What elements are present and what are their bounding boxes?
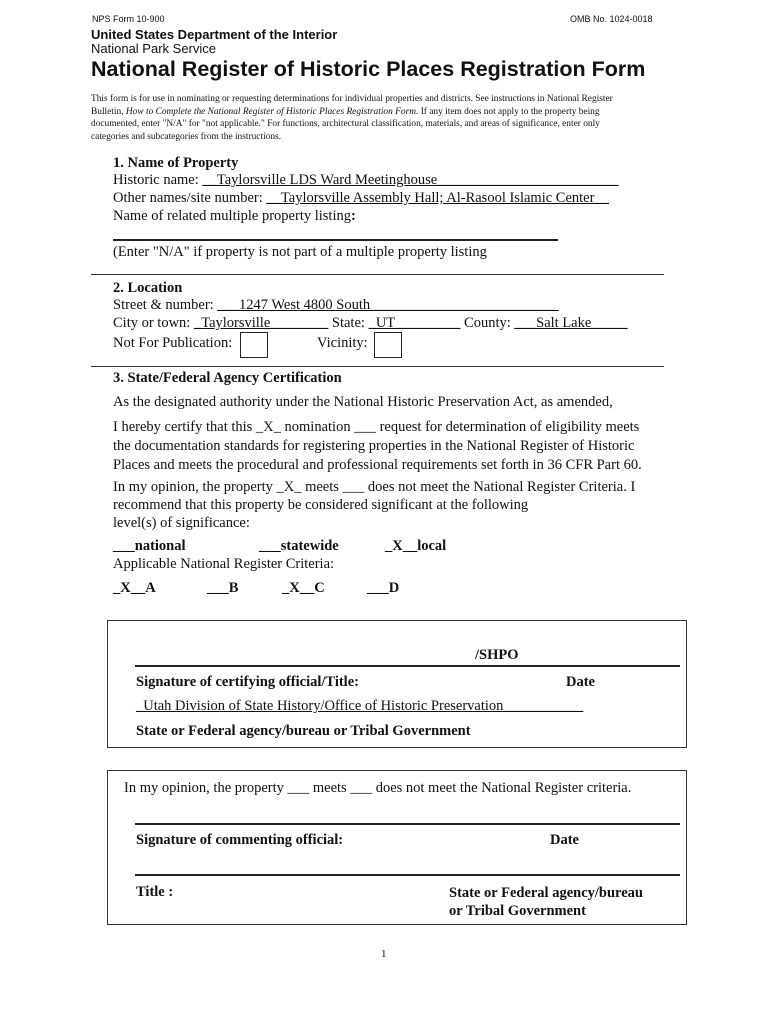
level-national[interactable]: ___national xyxy=(113,538,186,554)
agency-name: National Park Service xyxy=(91,41,216,56)
other-names-label: Other names/site number: xyxy=(113,190,263,206)
commenting-opinion: In my opinion, the property ___ meets ___ does not meet the National Register criteria. xyxy=(124,780,632,796)
not-for-publication-label: Not For Publication: xyxy=(113,335,233,351)
intro-paragraph xyxy=(91,93,613,143)
intro-line-4: categories and subcategories from the instructions. xyxy=(91,131,282,142)
section2-heading: 2. Location xyxy=(113,280,183,296)
street-value[interactable]: ___1247 West 4800 South__________________________ xyxy=(217,297,559,313)
commenting-signature-label: Signature of commenting official: xyxy=(136,832,344,848)
intro-line-3: documented, enter "N/A" for "not applicable." For functions, architectural classification, materials, and areas of significance, enter only xyxy=(91,119,600,130)
intro-line-2 xyxy=(91,106,613,119)
other-names-value[interactable]: __Taylorsville Assembly Hall; Al-Rasool Islamic Center__ xyxy=(266,190,609,206)
certifying-agency-value[interactable]: _Utah Division of State History/Office of Historic Preservation___________ xyxy=(136,698,584,714)
shpo-label: /SHPO xyxy=(475,647,519,663)
level-statewide[interactable]: ___statewide xyxy=(259,538,339,554)
department-name: United States Department of the Interior xyxy=(91,27,338,42)
intro-line-2-post: If any item does not apply to the property being xyxy=(418,106,600,117)
vicinity-checkbox[interactable] xyxy=(374,332,402,358)
certification-statement xyxy=(113,418,642,475)
criteria-b[interactable]: ___B xyxy=(207,580,239,596)
related-listing-label: Name of related multiple property listing xyxy=(113,208,351,224)
commenting-agency-line-2: or Tribal Government xyxy=(449,903,586,919)
city-label: City or town: xyxy=(113,315,191,331)
na-note: (Enter "N/A" if property is not part of a multiple property listing xyxy=(113,244,487,260)
county-value[interactable]: ___Salt Lake_____ xyxy=(514,315,628,331)
page-title: National Register of Historic Places Registration Form xyxy=(91,57,646,81)
commenting-date-label: Date xyxy=(550,832,579,848)
historic-name-row xyxy=(113,172,618,189)
state-value[interactable]: _UT_________ xyxy=(368,315,461,331)
vicinity-label: Vicinity: xyxy=(317,335,368,351)
not-for-publication-checkbox[interactable] xyxy=(240,332,268,358)
state-label: State: xyxy=(331,315,365,331)
related-listing-row xyxy=(113,208,356,225)
intro-line-1: This form is for use in nominating or requesting determinations for individual properties and districts. See instructions in National Register xyxy=(91,94,613,104)
certifying-date-label: Date xyxy=(566,674,595,690)
commenting-title-line[interactable] xyxy=(135,874,680,876)
opinion-line-3: level(s) of significance: xyxy=(113,515,250,531)
commenting-title-label: Title : xyxy=(136,884,174,900)
opinion-line-1: In my opinion, the property _X_ meets ___ does not meet the National Register Criteria. I xyxy=(113,479,636,495)
level-local[interactable]: _X__local xyxy=(385,538,447,554)
section3-heading: 3. State/Federal Agency Certification xyxy=(113,370,342,386)
commenting-agency-label xyxy=(449,884,643,920)
street-label: Street & number: xyxy=(113,297,214,313)
county-label: County: xyxy=(464,315,511,331)
intro-line-2-pre: Bulletin, xyxy=(91,106,126,117)
form-number: NPS Form 10-900 xyxy=(92,14,165,24)
criteria-d[interactable]: ___D xyxy=(367,580,400,596)
omb-number: OMB No. 1024-0018 xyxy=(570,14,653,24)
criteria-label: Applicable National Register Criteria: xyxy=(113,556,335,572)
commenting-agency-line-1: State or Federal agency/bureau xyxy=(449,885,643,901)
intro-bulletin-title: How to Complete the National Register of Historic Places Registration Form. xyxy=(125,106,419,117)
commenting-signature-line[interactable] xyxy=(135,823,680,825)
other-names-row xyxy=(113,190,609,207)
related-listing-colon: : xyxy=(350,208,356,224)
authority-statement: As the designated authority under the National Historic Preservation Act, as amended, xyxy=(113,394,613,410)
certify-line-2: the documentation standards for registering properties in the National Register of Historic xyxy=(113,438,635,454)
criteria-a[interactable]: _X__A xyxy=(113,580,156,596)
certifying-agency-label: State or Federal agency/bureau or Tribal Government xyxy=(136,723,471,739)
certify-line-1: I hereby certify that this _X_ nomination ___ request for determination of eligibility meets xyxy=(113,419,640,435)
criteria-c[interactable]: _X__C xyxy=(282,580,325,596)
section1-heading: 1. Name of Property xyxy=(113,155,239,171)
section-divider-1 xyxy=(91,274,664,275)
city-value[interactable]: _Taylorsville________ xyxy=(193,315,329,331)
city-state-county-row xyxy=(113,315,628,332)
historic-name-value[interactable]: __Taylorsville LDS Ward Meetinghouse_________________________ xyxy=(202,172,619,188)
page-number: 1 xyxy=(381,948,387,960)
certifying-signature-line[interactable] xyxy=(135,665,680,667)
street-row xyxy=(113,297,559,314)
related-listing-field[interactable] xyxy=(113,239,558,241)
certifying-signature-label: Signature of certifying official/Title: xyxy=(136,674,359,690)
certify-line-3: Places and meets the procedural and professional requirements set forth in 36 CFR Part 60. xyxy=(113,457,642,473)
opinion-line-2: recommend that this property be considered significant at the following xyxy=(113,497,529,513)
historic-name-label: Historic name: xyxy=(113,172,199,188)
section-divider-2 xyxy=(91,366,664,367)
opinion-statement xyxy=(113,478,635,532)
